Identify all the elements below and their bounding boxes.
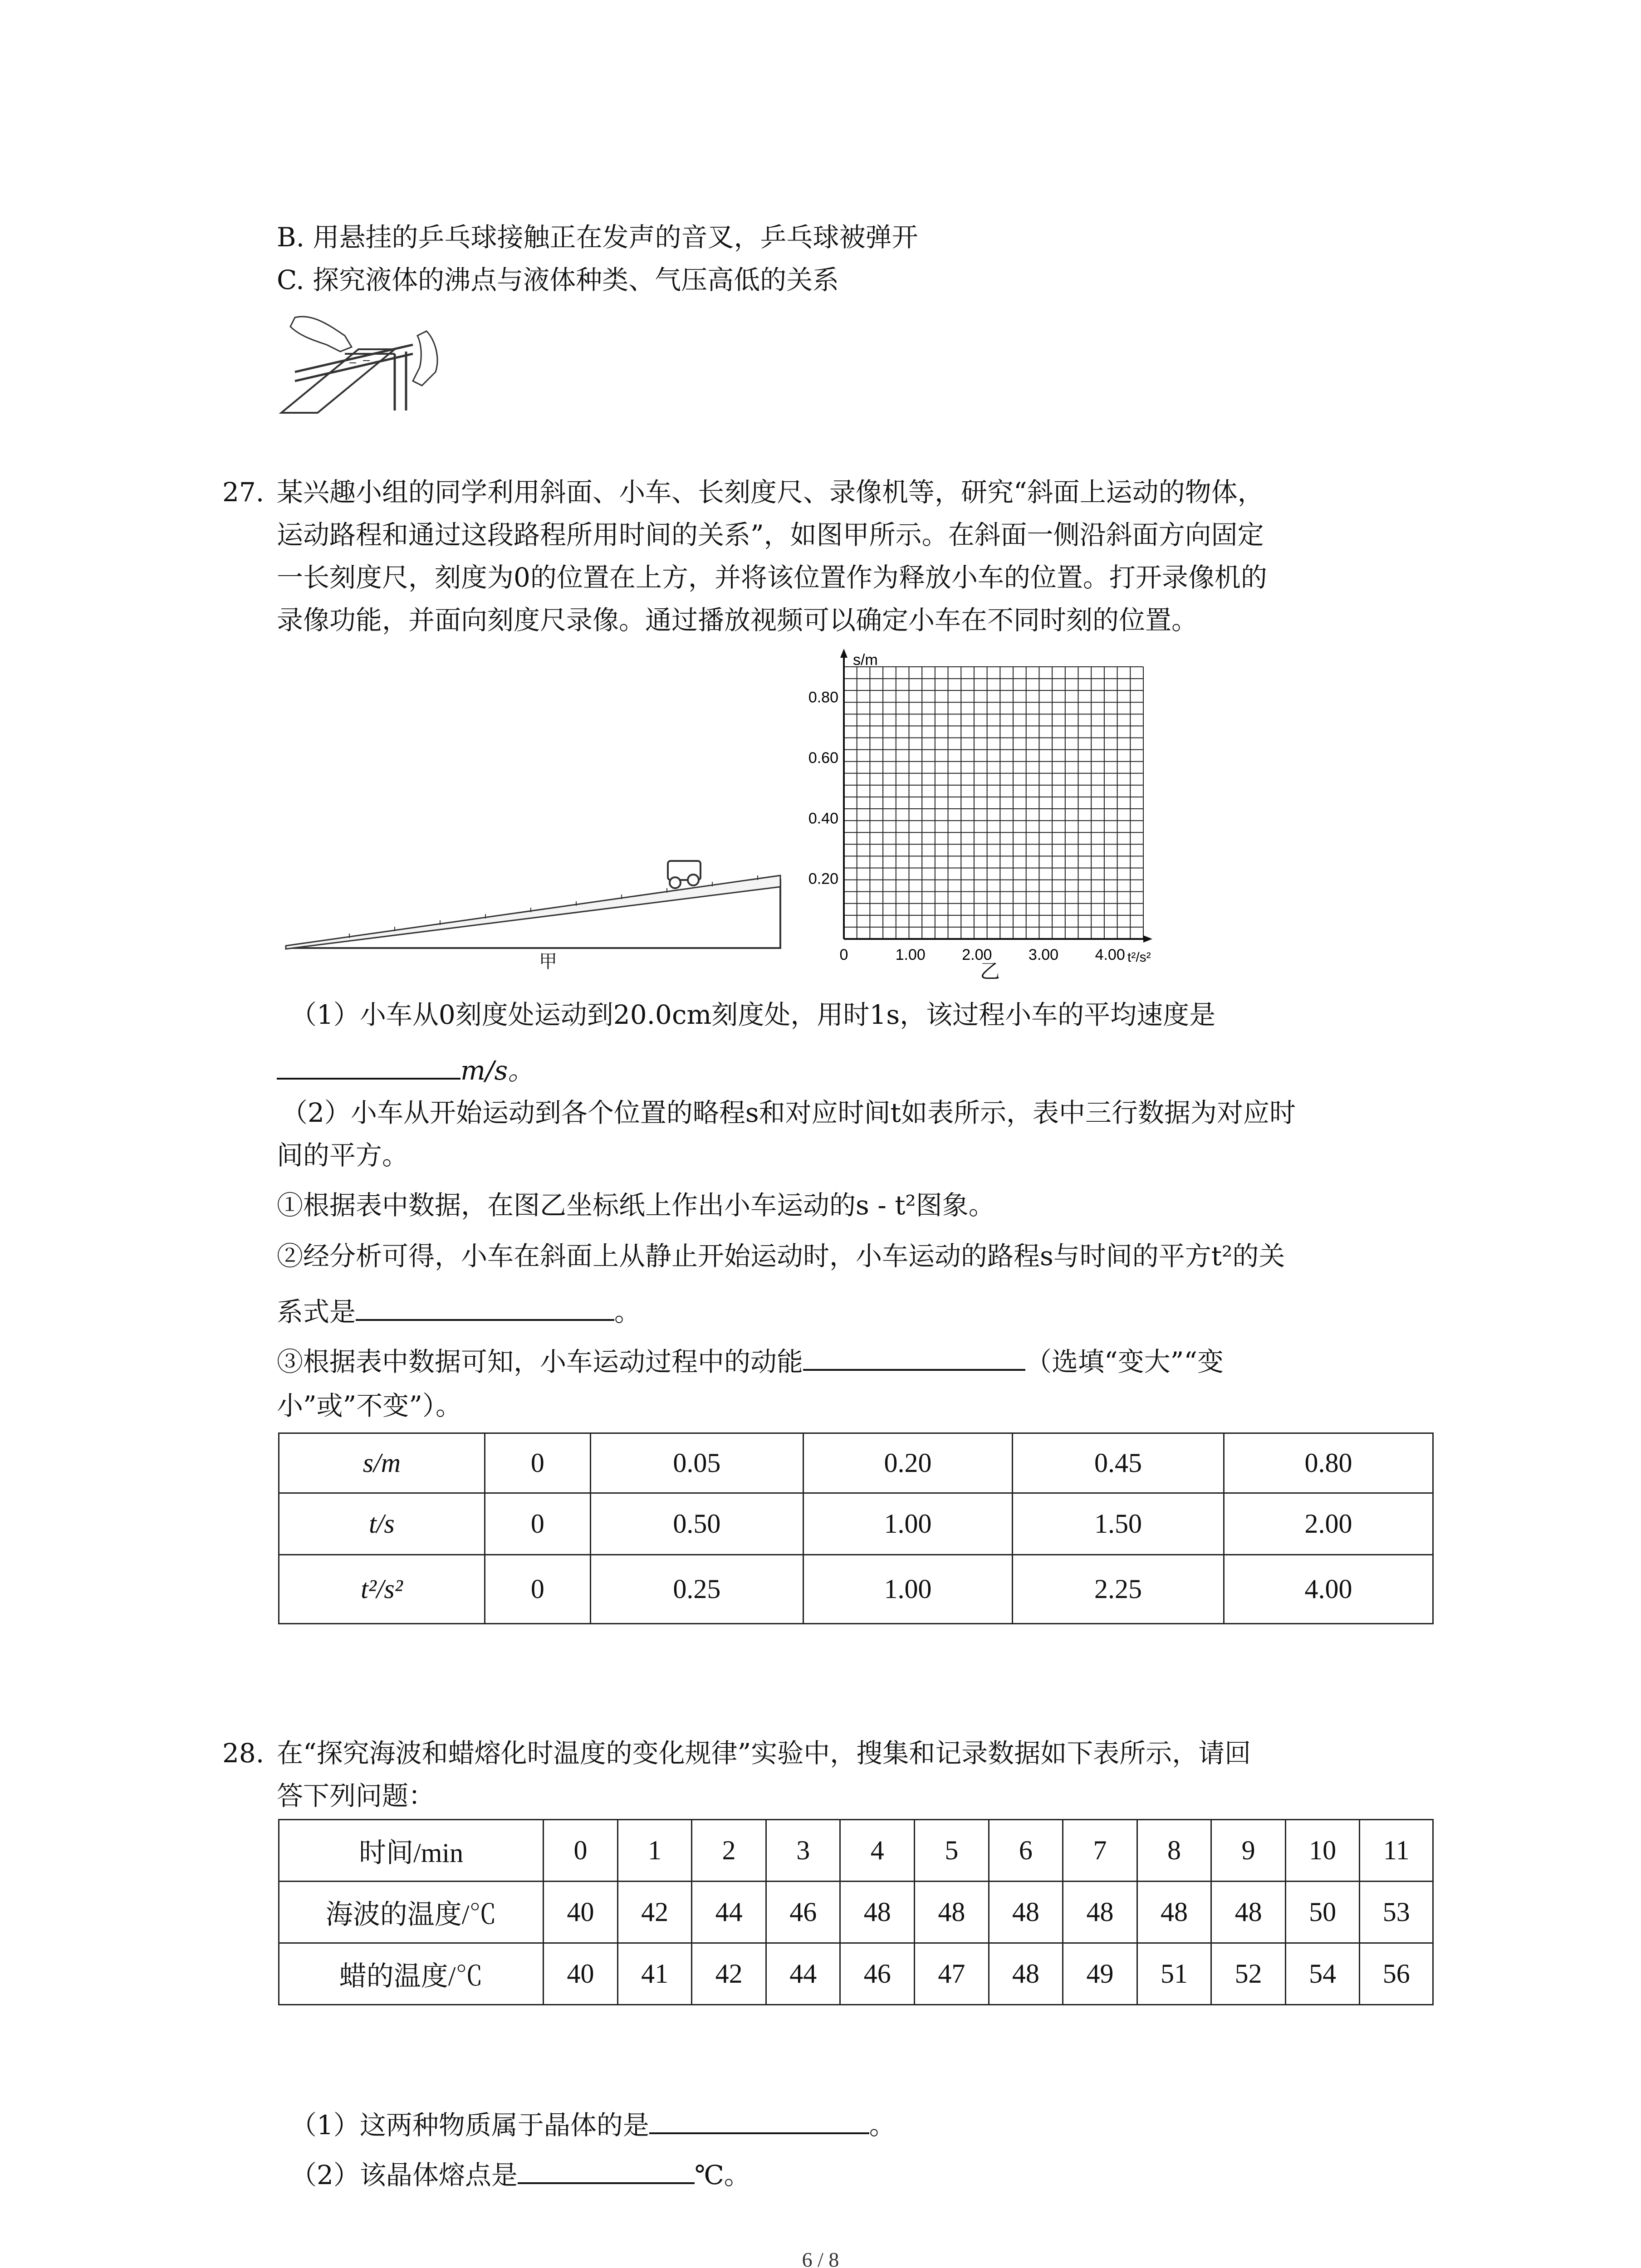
option-c: C. 探究液体的沸点与液体种类、气压高低的关系 [277, 264, 839, 295]
table-cell: 0.05 [590, 1433, 803, 1493]
table-cell: 1.00 [803, 1493, 1012, 1555]
q28-sub1-prefix: （1）这两种物质属于晶体的是 [290, 2110, 649, 2141]
table-cell: 0 [485, 1493, 590, 1555]
q28-sub1-blank[interactable] [649, 2107, 869, 2134]
x-tick-label: 4.00 [1095, 946, 1125, 963]
q27-data-table [278, 1432, 1434, 1624]
table-cell: 42 [692, 1943, 766, 2005]
table-cell: 海波的温度/℃ [279, 1882, 544, 1943]
option-b: B. 用悬挂的乒乓球接触正在发声的音叉，乒乓球被弹开 [277, 222, 918, 253]
table-cell: 10 [1285, 1820, 1360, 1882]
q27-stem-line-3: 一长刻度尺，刻度为0的位置在上方，并将该位置作为释放小车的位置。打开录像机的 [277, 562, 1267, 593]
x-axis-label: t²/s² [1127, 950, 1151, 965]
table-cell: 48 [915, 1882, 989, 1943]
ruler-on-table-illustration [277, 308, 467, 417]
q27-sub1-blank[interactable] [277, 1052, 460, 1080]
table-cell: 2 [692, 1820, 766, 1882]
table-cell: 1.50 [1012, 1493, 1224, 1555]
table-row [279, 1555, 1433, 1624]
q28-sub2 [290, 2157, 750, 2188]
q28-sub1-suffix: 。 [869, 2110, 896, 2141]
table-cell: 48 [989, 1882, 1063, 1943]
table-cell: 8 [1137, 1820, 1211, 1882]
y-axis-label: s/m [853, 651, 878, 669]
q27-stem-line-2: 运动路程和通过这段路程所用时间的关系”，如图甲所示。在斜面一侧沿斜面方向固定 [277, 519, 1264, 550]
origin-label: 0 [839, 946, 848, 963]
table-cell: 52 [1211, 1943, 1286, 2005]
x-tick-label: 2.00 [962, 946, 992, 963]
table-cell: 0.80 [1224, 1433, 1433, 1493]
table-cell: 40 [544, 1943, 618, 2005]
table-cell: 7 [1063, 1820, 1137, 1882]
q27-number: 27. [222, 477, 265, 508]
table-cell: 11 [1360, 1820, 1433, 1882]
table-row [279, 1433, 1433, 1493]
figure-yi-label: 乙 [980, 960, 1000, 982]
table-cell: 48 [840, 1882, 915, 1943]
table-row [279, 1882, 1433, 1943]
table-cell: 2.00 [1224, 1493, 1433, 1555]
table-cell: 41 [617, 1943, 692, 2005]
q27-sub2-q2-prefix: 系式是 [277, 1296, 356, 1327]
table-cell: 48 [989, 1943, 1063, 2005]
table-row [279, 1943, 1433, 2005]
figure-jia-label: 甲 [539, 952, 557, 972]
q27-sub2-line2: 间的平方。 [277, 1140, 409, 1171]
x-tick-label: 1.00 [895, 946, 926, 963]
table-cell: 2.25 [1012, 1555, 1224, 1624]
q27-sub2-q1: ①根据表中数据，在图乙坐标纸上作出小车运动的s - t²图象。 [277, 1190, 995, 1221]
y-tick-label: 0.60 [808, 749, 838, 767]
q28-sub2-blank[interactable] [518, 2157, 695, 2184]
table-cell: 46 [766, 1882, 840, 1943]
q27-stem-line-4: 录像功能，并面向刻度尺录像。通过播放视频可以确定小车在不同时刻的位置。 [277, 605, 1198, 635]
table-cell: 48 [1137, 1882, 1211, 1943]
q28-sub2-prefix: （2）该晶体熔点是 [290, 2160, 518, 2190]
y-tick-label: 0.20 [808, 870, 838, 888]
q27-sub2-q2-blank[interactable] [356, 1294, 614, 1321]
table-cell: 42 [617, 1882, 692, 1943]
table-cell: 44 [766, 1943, 840, 2005]
table-cell: 54 [1285, 1943, 1360, 2005]
table-cell: 0.50 [590, 1493, 803, 1555]
table-cell: 1 [617, 1820, 692, 1882]
page-number: 6 / 8 [802, 2248, 839, 2268]
table-cell: 0 [544, 1820, 618, 1882]
q27-sub1-answer-row [277, 1052, 534, 1084]
table-cell: 1.00 [803, 1555, 1012, 1624]
table-cell: 5 [915, 1820, 989, 1882]
table-cell: 0.20 [803, 1433, 1012, 1493]
table-cell: t/s [279, 1493, 485, 1555]
q28-stem-line-2: 答下列问题： [277, 1780, 435, 1811]
table-cell: 0 [485, 1433, 590, 1493]
table-cell: 蜡的温度/℃ [279, 1943, 544, 2005]
table-cell: 9 [1211, 1820, 1286, 1882]
q27-sub2-q2-line2 [277, 1294, 641, 1325]
table-cell: 40 [544, 1882, 618, 1943]
table-cell: 47 [915, 1943, 989, 2005]
table-cell: s/m [279, 1433, 485, 1493]
table-cell: 4.00 [1224, 1555, 1433, 1624]
table-cell: 48 [1063, 1882, 1137, 1943]
table-cell: t²/s² [279, 1555, 485, 1624]
table-cell: 44 [692, 1882, 766, 1943]
table-cell: 53 [1360, 1882, 1433, 1943]
q27-stem-line-1: 某兴趣小组的同学利用斜面、小车、长刻度尺、录像机等，研究“斜面上运动的物体， [277, 477, 1264, 508]
q28-number: 28. [222, 1738, 265, 1769]
table-cell: 时间/min [279, 1820, 544, 1882]
q27-sub2-q3-suffix: （选填“变大”“变 [1025, 1346, 1224, 1377]
q27-sub2-q3-blank[interactable] [803, 1344, 1025, 1371]
table-cell: 6 [989, 1820, 1063, 1882]
q28-sub2-suffix: ℃。 [694, 2160, 750, 2190]
table-cell: 4 [840, 1820, 915, 1882]
figure-yi-graph [808, 649, 1152, 998]
q27-sub1-unit: m/s。 [460, 1055, 534, 1086]
table-row [279, 1493, 1433, 1555]
table-cell: 50 [1285, 1882, 1360, 1943]
table-cell: 46 [840, 1943, 915, 2005]
table-cell: 0.45 [1012, 1433, 1224, 1493]
q28-data-table [278, 1819, 1434, 2005]
q27-sub2-q3-prefix: ③根据表中数据可知，小车运动过程中的动能 [277, 1346, 803, 1377]
q27-sub2-line1: （2）小车从开始运动到各个位置的略程s和对应时间t如表所示，表中三行数据为对应时 [281, 1097, 1296, 1128]
q28-sub1 [290, 2107, 896, 2141]
q28-stem-line-1: 在“探究海波和蜡熔化时温度的变化规律”实验中，搜集和记录数据如下表所示，请回 [277, 1738, 1251, 1769]
table-cell: 48 [1211, 1882, 1286, 1943]
q27-sub2-q2-suffix: 。 [614, 1296, 641, 1327]
table-cell: 49 [1063, 1943, 1137, 2005]
x-tick-label: 3.00 [1028, 946, 1059, 963]
y-tick-label: 0.40 [808, 810, 838, 827]
y-tick-label: 0.80 [808, 689, 838, 706]
table-cell: 3 [766, 1820, 840, 1882]
table-cell: 0 [485, 1555, 590, 1624]
q27-sub2-q2-line1: ②经分析可得，小车在斜面上从静止开始运动时，小车运动的路程s与时间的平方t²的关 [277, 1241, 1285, 1271]
table-cell: 51 [1137, 1943, 1211, 2005]
q27-sub2-q3-line1 [277, 1344, 1224, 1375]
table-cell: 0.25 [590, 1555, 803, 1624]
table-row [279, 1820, 1433, 1882]
table-cell: 56 [1360, 1943, 1433, 2005]
q27-sub2-q3-line2: 小”或”不变”）。 [277, 1390, 462, 1421]
cart-icon [668, 861, 700, 888]
q27-sub1-line1: （1）小车从0刻度处运动到20.0cm刻度处，用时1s，该过程小车的平均速度是 [290, 999, 1216, 1030]
